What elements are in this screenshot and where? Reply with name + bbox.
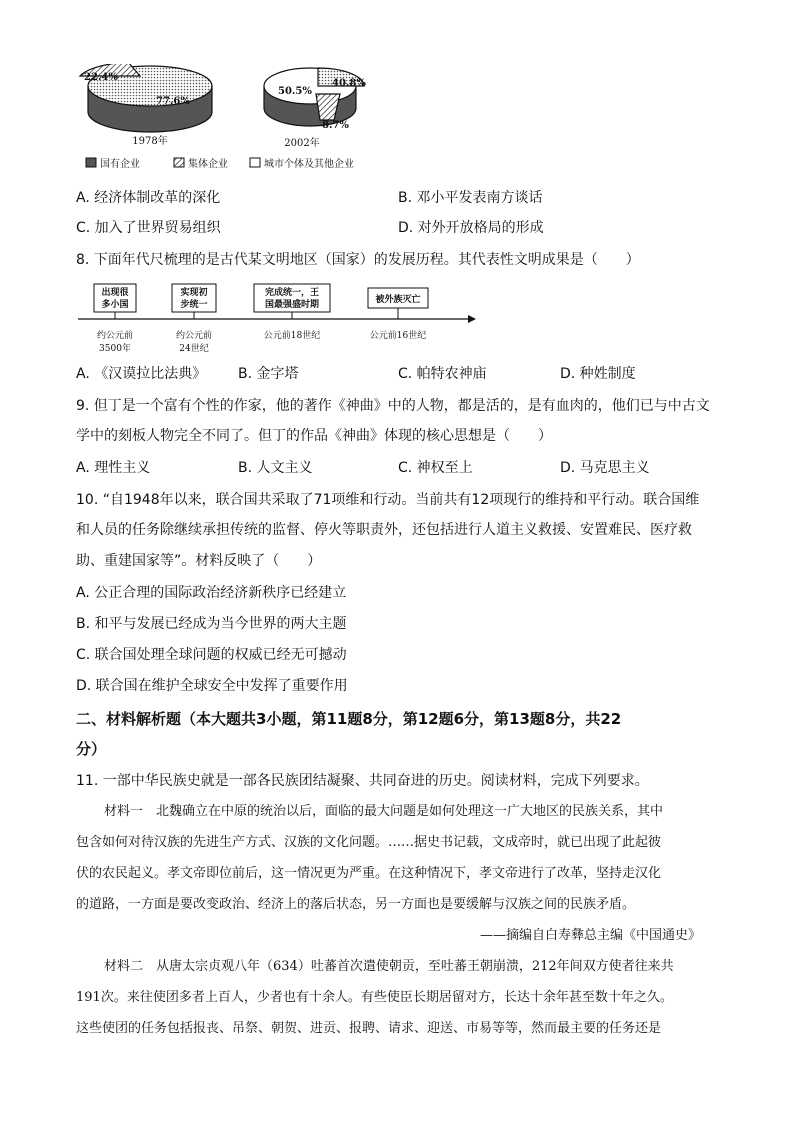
q10-stem-line-3: 助、重建国家等”。材料反映了（ ）	[76, 553, 322, 569]
timeline-box-3-line-2: 国最强盛时期	[264, 300, 320, 310]
q8-option-a: A. 《汉谟拉比法典》	[76, 366, 207, 382]
timeline-date-4: 公元前16世纪	[369, 331, 427, 341]
pie-1978-year: 1978年	[132, 136, 168, 147]
timeline-box-3-line-1: 完成统一，王	[264, 288, 320, 298]
pie-2002-label-c: 8.7%	[322, 120, 349, 131]
q8-timeline	[78, 282, 478, 360]
q10-option-a: A. 公正合理的国际政治经济新秩序已经建立	[76, 585, 347, 601]
q8-option-c: C. 帕特农神庙	[398, 366, 487, 382]
timeline-box-1-line-1: 出现很	[101, 288, 129, 298]
timeline-date-1-line-2: 3500年	[99, 344, 131, 354]
q10-option-b: B. 和平与发展已经成为当今世界的两大主题	[76, 616, 347, 632]
pie-2002	[264, 68, 366, 149]
q11-material1-line-4: 的道路，一方面是要改变政治、经济上的落后状态，另一方面也是要缓解与汉族之间的民族矛盾。	[76, 897, 636, 912]
q11-material2-line-3: 这些使团的任务包括报丧、吊祭、朝贺、进贡、报聘、请求、迎送、市易等等，然而最主要的任务还是	[76, 1021, 662, 1036]
q9-stem-line-1: 9. 但丁是一个富有个性的作家，他的著作《神曲》中的人物，都是活的，是有血肉的，他们已与中古文	[76, 398, 710, 414]
timeline-box-2-line-2: 步统一	[180, 300, 208, 310]
timeline-date-2-line-2: 24世纪	[179, 344, 209, 354]
q7-option-b: B. 邓小平发表南方谈话	[398, 190, 543, 206]
q7-option-a: A. 经济体制改革的深化	[76, 190, 221, 206]
q10-stem-line-1: 10. “自1948年以来，联合国共采取了71项维和行动。当前共有12项现行的维持和平行动。联合国维	[76, 492, 700, 508]
q9-option-c: C. 神权至上	[398, 460, 473, 476]
q10-option-d: D. 联合国在维护全球安全中发挥了重要作用	[76, 678, 348, 694]
q8-stem: 8. 下面年代尺梳理的是古代某文明地区（国家）的发展历程。其代表性文明成果是（ ）	[76, 252, 640, 268]
q11-material2-line-1: 材料二 从唐太宗贞观八年（634）吐蕃首次遣使朝贡，至吐蕃王朝崩溃，212年间双方使者往来共	[104, 959, 674, 974]
enterprise-pie-charts	[78, 64, 378, 176]
timeline-box-4-line-1: 被外族灭亡	[375, 295, 421, 305]
q11-source1: ——摘编自白寿彝总主编《中国通史》	[480, 928, 702, 943]
legend-item-2: 集体企业	[188, 159, 228, 170]
section2-title-line-2: 分）	[76, 740, 107, 758]
pie-1978-label-small: 22.4%	[84, 72, 118, 83]
timeline-box-2-line-1: 实现初	[180, 288, 208, 298]
q9-option-b: B. 人文主义	[238, 460, 313, 476]
q7-option-c: C. 加入了世界贸易组织	[76, 220, 221, 236]
pie-2002-label-b: 40.8%	[332, 78, 366, 89]
q11-material1-line-2: 包含如何对待汉族的先进生产方式、汉族的文化问题。……据史书记载，文成帝时，就已出现了此起彼	[76, 835, 662, 850]
legend-item-1: 国有企业	[100, 159, 140, 170]
q9-option-a: A. 理性主义	[76, 460, 151, 476]
q8-option-b: B. 金字塔	[238, 366, 299, 382]
q11-material1-line-3: 伏的农民起义。孝文帝即位前后，这一情况更为严重。在这种情况下，孝文帝进行了改革，坚持走汉化	[76, 866, 662, 881]
q11-material1-line-1: 材料一 北魏确立在中原的统治以后，面临的最大问题是如何处理这一广大地区的民族关系，其中	[104, 804, 664, 819]
legend-item-3: 城市个体及其他企业	[264, 159, 354, 170]
pie-1978	[80, 64, 212, 147]
q8-option-d: D. 种姓制度	[560, 366, 636, 382]
q9-option-d: D. 马克思主义	[560, 460, 650, 476]
q11-material2-line-2: 191次。来往使团多者上百人，少者也有十余人。有些使臣长期居留对方，长达十余年甚至数十年之久。	[76, 990, 673, 1005]
pie-2002-year: 2002年	[284, 138, 320, 149]
timeline-box-1-line-2: 多小国	[101, 300, 129, 310]
q7-option-d: D. 对外开放格局的形成	[398, 220, 544, 236]
q9-stem-line-2: 学中的刻板人物完全不同了。但丁的作品《神曲》体现的核心思想是（ ）	[76, 428, 552, 444]
timeline-date-3: 公元前18世纪	[263, 331, 321, 341]
q11-stem: 11. 一部中华民族史就是一部各民族团结凝聚、共同奋进的历史。阅读材料，完成下列要求。	[76, 773, 649, 789]
pie-1978-label-large: 77.6%	[156, 96, 190, 107]
timeline-date-1-line-1: 约公元前	[96, 331, 134, 341]
q10-stem-line-2: 和人员的任务除继续承担传统的监督、停火等职责外，还包括进行人道主义救援、安置难民、医疗救	[76, 522, 692, 538]
section2-title-line-1: 二、材料解析题（本大题共3小题，第11题8分，第12题6分，第13题8分，共22	[76, 710, 622, 728]
pie-legend	[86, 157, 354, 170]
q10-option-c: C. 联合国处理全球问题的权威已经无可撼动	[76, 647, 347, 663]
pie-2002-label-a: 50.5%	[278, 86, 312, 97]
timeline-date-2-line-1: 约公元前	[175, 331, 213, 341]
